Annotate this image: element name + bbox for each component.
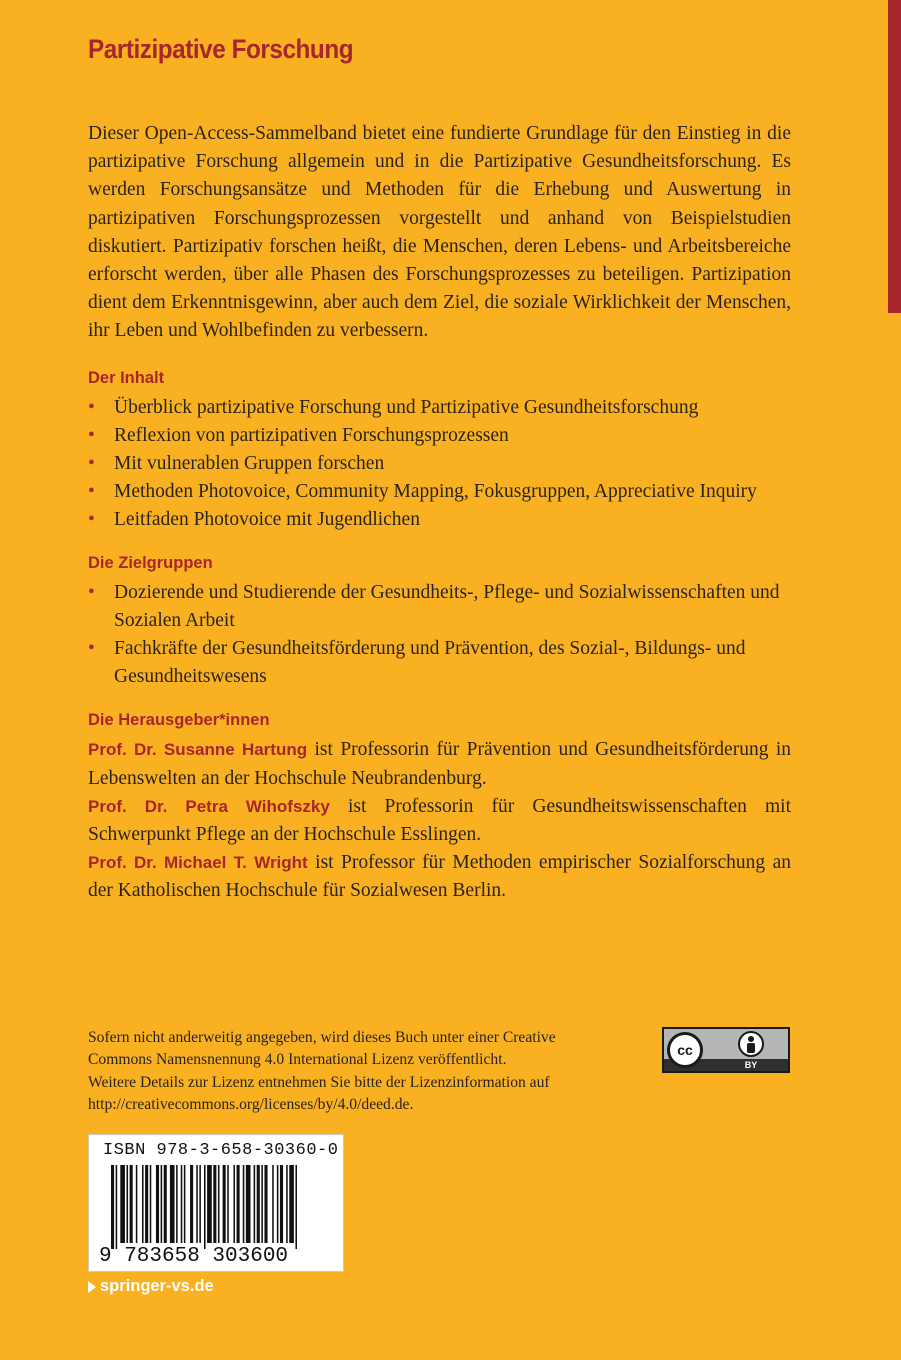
barcode-bar <box>264 1165 267 1243</box>
isbn-barcode <box>88 1134 344 1272</box>
barcode-bar <box>218 1165 220 1243</box>
bullet-icon: • <box>88 509 95 531</box>
cc-by-badge <box>662 1027 790 1073</box>
bullet-icon: • <box>88 453 95 475</box>
license-url: http://creativecommons.org/licenses/by/4.0/deed.de. <box>88 1095 414 1113</box>
bullet-icon: • <box>88 481 95 503</box>
barcode-bar <box>120 1165 125 1243</box>
creative-commons-icon: cc <box>667 1032 703 1068</box>
barcode-bar <box>164 1165 167 1243</box>
editor-name: Prof. Dr. Michael T. Wright <box>88 853 308 873</box>
by-label: BY <box>744 1060 758 1070</box>
isbn-label: ISBN 978-3-658-30360-0 <box>103 1141 339 1160</box>
attribution-person-icon <box>738 1031 764 1057</box>
license-notice: Sofern nicht anderweitig angegeben, wird dieses Buch unter einer Creative Commons Namensnennung 4.0 International Lizenz veröffentlicht. Weitere Details zur Lizenz entnehmen Sie bitte der Lizenzinformation auf http://creativecommons.org/licenses/by/4.0/deed.de. <box>88 1029 556 1113</box>
barcode-bar <box>184 1165 186 1243</box>
bullet-icon: • <box>88 424 95 446</box>
list-item: • Methoden Photovoice, Community Mapping, Fokusgruppen, Appreciative Inquiry <box>88 478 791 506</box>
barcode-bar <box>145 1165 148 1243</box>
barcode-bar <box>233 1165 235 1243</box>
list-item: • Dozierende und Studierende der Gesundheits-, Pflege- und Sozialwissenschaften und Sozialen Arbeit <box>88 579 791 635</box>
barcode-bar <box>223 1165 226 1243</box>
barcode-bar <box>142 1165 144 1243</box>
editor-entry <box>88 849 791 905</box>
barcode-bar <box>295 1165 297 1249</box>
barcode-bar <box>116 1165 118 1249</box>
editor-entry <box>88 793 791 849</box>
list-item: • Fachkräfte der Gesundheitsförderung und Prävention, des Sozial-, Bildungs- und Gesundheitswesens <box>88 635 791 691</box>
publisher-website: springer-vs.de <box>88 1277 214 1296</box>
barcode-bar <box>156 1165 159 1243</box>
editor-name: Prof. Dr. Petra Wihofszky <box>88 796 330 816</box>
barcode-bar <box>150 1165 152 1243</box>
barcode-bar <box>286 1165 288 1243</box>
barcode-bar <box>161 1165 163 1243</box>
target-groups-list <box>88 579 791 692</box>
list-item: • Reflexion von partizipativen Forschungsprozessen <box>88 422 791 450</box>
editor-bio: ist Professorin für Gesundheitswissenschaften mit Schwerpunkt Pflege an der Hochschule Esslingen. <box>88 795 791 846</box>
barcode-bar <box>280 1165 283 1243</box>
contents-list <box>88 394 791 535</box>
page-title: Partizipative Forschung <box>88 34 354 64</box>
barcode-bar <box>272 1165 274 1243</box>
editor-entry <box>88 736 791 792</box>
barcode-bar <box>190 1165 193 1243</box>
target-groups-heading: Die Zielgruppen <box>88 553 213 572</box>
bullet-icon: • <box>88 396 95 418</box>
arrow-right-icon <box>88 1281 96 1293</box>
list-item: • Mit vulnerablen Gruppen forschen <box>88 450 791 478</box>
barcode-bar <box>246 1165 251 1243</box>
editors-list <box>88 736 791 905</box>
barcode-bar <box>243 1165 245 1243</box>
editors-heading: Die Herausgeber*innen <box>88 711 270 730</box>
barcode-bar <box>277 1165 279 1243</box>
barcode-bar <box>196 1165 198 1243</box>
book-description: Dieser Open-Access-Sammelband bietet eine fundierte Grundlage für den Einstieg in die partizipative Forschung allgemein und in die Partizipative Gesundheitsforschung. Es werden Forschungsansätze und Methoden für die Erhebung und Auswertung in partizipativen Forschungsprozessen vorgestellt und anhand von Beispielstudien diskutiert. Partizipativ forschen heißt, die Menschen, deren Lebens- und Arbeitsbereiche erforscht werden, über alle Phasen des Forschungsprozesses zu beteiligen. Partizipation dient dem Erkenntnisgewinn, aber auch dem Ziel, die soziale Wirklichkeit der Menschen, ihr Leben und Wohlbefinden zu verbessern. <box>88 123 791 342</box>
editor-bio: ist Professorin für Prävention und Gesundheitsförderung in Lebenswelten an der Hochschule Neubrandenburg. <box>88 739 791 789</box>
bullet-icon: • <box>88 581 95 603</box>
bullet-icon: • <box>88 638 95 660</box>
barcode-bar <box>237 1165 240 1243</box>
barcode-bar <box>176 1165 178 1243</box>
barcode-bar <box>207 1165 212 1243</box>
barcode-bar <box>199 1165 201 1243</box>
barcode-bar <box>130 1165 133 1243</box>
barcode-bar <box>181 1165 183 1243</box>
editor-bio: ist Professor für Methoden empirischer Sozialforschung an der Katholischen Hochschule für Sozialwesen Berlin. <box>88 852 791 902</box>
barcode-bar <box>170 1165 175 1243</box>
list-item: • Überblick partizipative Forschung und Partizipative Gesundheitsforschung <box>88 394 791 422</box>
barcode-bar <box>289 1165 294 1243</box>
barcode-bar <box>204 1165 206 1249</box>
spine-accent-strip <box>888 0 901 313</box>
barcode-digits: 9 783658 303600 <box>99 1245 289 1268</box>
contents-heading: Der Inhalt <box>88 368 165 387</box>
barcode-bar <box>136 1165 138 1243</box>
editor-name: Prof. Dr. Susanne Hartung <box>88 740 308 760</box>
barcode-bar <box>213 1165 216 1243</box>
barcode-bar <box>127 1165 129 1243</box>
main-content <box>88 120 791 906</box>
barcode-bar <box>227 1165 229 1243</box>
barcode-bar <box>261 1165 263 1243</box>
barcode-bar <box>257 1165 260 1243</box>
list-item: • Leitfaden Photovoice mit Jugendlichen <box>88 506 791 534</box>
barcode-bar <box>254 1165 256 1243</box>
barcode-bar <box>111 1165 114 1249</box>
